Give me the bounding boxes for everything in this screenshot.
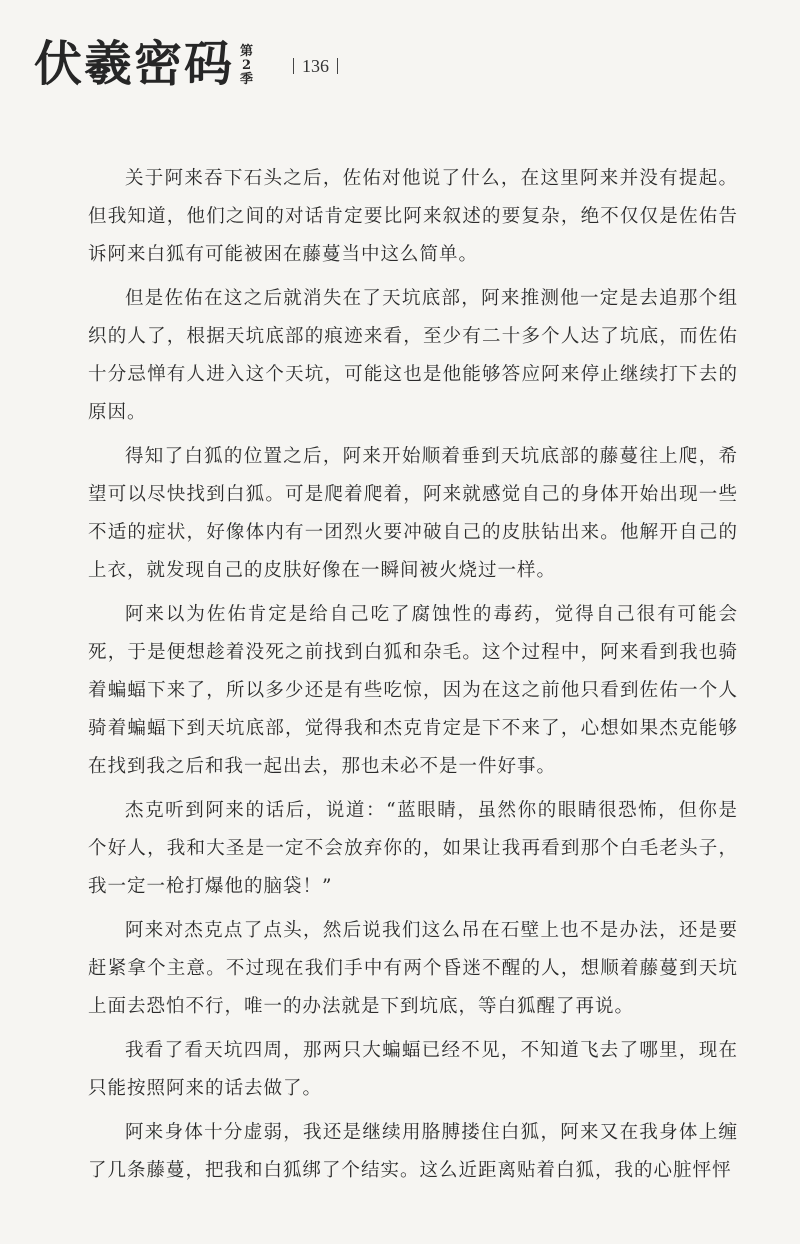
season-char: 季: [240, 72, 254, 87]
divider: [337, 58, 338, 74]
divider: [293, 58, 294, 74]
paragraph: 阿来以为佐佑肯定是给自己吃了腐蚀性的毒药，觉得自己很有可能会死，于是便想趁着没死之前找到白狐和杂毛。这个过程中，阿来看到我也骑着蝙蝠下来了，所以多少还是有些吃惊，因为在这之前他只看到佐佑一个人骑着蝙蝠下到天坑底部，觉得我和杰克肯定是下不来了，心想如果杰克能够在找到我之后和我一起出去，那也未必不是一件好事。: [88, 604, 738, 777]
paragraph: 杰克听到阿来的话后，说道：“蓝眼睛，虽然你的眼睛很恐怖，但你是个好人，我和大圣是一定不会放弃你的，如果让我再看到那个白毛老头子，我一定一枪打爆他的脑袋！”: [88, 800, 738, 897]
paragraph: 阿来对杰克点了点头，然后说我们这么吊在石壁上也不是办法，还是要赶紧拿个主意。不过现在我们手中有两个昏迷不醒的人，想顺着藤蔓到天坑上面去恐怕不行，唯一的办法就是下到坑底，等白狐醒了再说。: [88, 920, 738, 1017]
paragraph: 我看了看天坑四周，那两只大蝙蝠已经不见，不知道飞去了哪里，现在只能按照阿来的话去做了。: [88, 1040, 738, 1099]
body-text: [88, 160, 738, 1196]
page-header: [34, 36, 338, 92]
page-number-text: 136: [302, 55, 330, 76]
paragraph: 关于阿来吞下石头之后，佐佑对他说了什么，在这里阿来并没有提起。但我知道，他们之间的对话肯定要比阿来叙述的要复杂，绝不仅仅是佐佑告诉阿来白狐有可能被困在藤蔓当中这么简单。: [88, 168, 738, 265]
page-number: [293, 56, 338, 77]
season-char: 第: [240, 44, 254, 59]
paragraph: 但是佐佑在这之后就消失在了天坑底部，阿来推测他一定是去追那个组织的人了，根据天坑底部的痕迹来看，至少有二十多个人达了坑底，而佐佑十分忌惮有人进入这个天坑，可能这也是他能够答应阿来停止继续打下去的原因。: [88, 288, 738, 423]
paragraph: 阿来身体十分虚弱，我还是继续用胳膊搂住白狐，阿来又在我身体上缠了几条藤蔓，把我和白狐绑了个结实。这么近距离贴着白狐，我的心脏怦怦: [88, 1122, 738, 1181]
book-title: 伏羲密码: [34, 36, 235, 92]
season-char: 2: [242, 58, 252, 73]
season-label: [240, 45, 253, 87]
paragraph: 得知了白狐的位置之后，阿来开始顺着垂到天坑底部的藤蔓往上爬，希望可以尽快找到白狐。可是爬着爬着，阿来就感觉自己的身体开始出现一些不适的症状，好像体内有一团烈火要冲破自己的皮肤钻出来。他解开自己的上衣，就发现自己的皮肤好像在一瞬间被火烧过一样。: [88, 446, 738, 581]
